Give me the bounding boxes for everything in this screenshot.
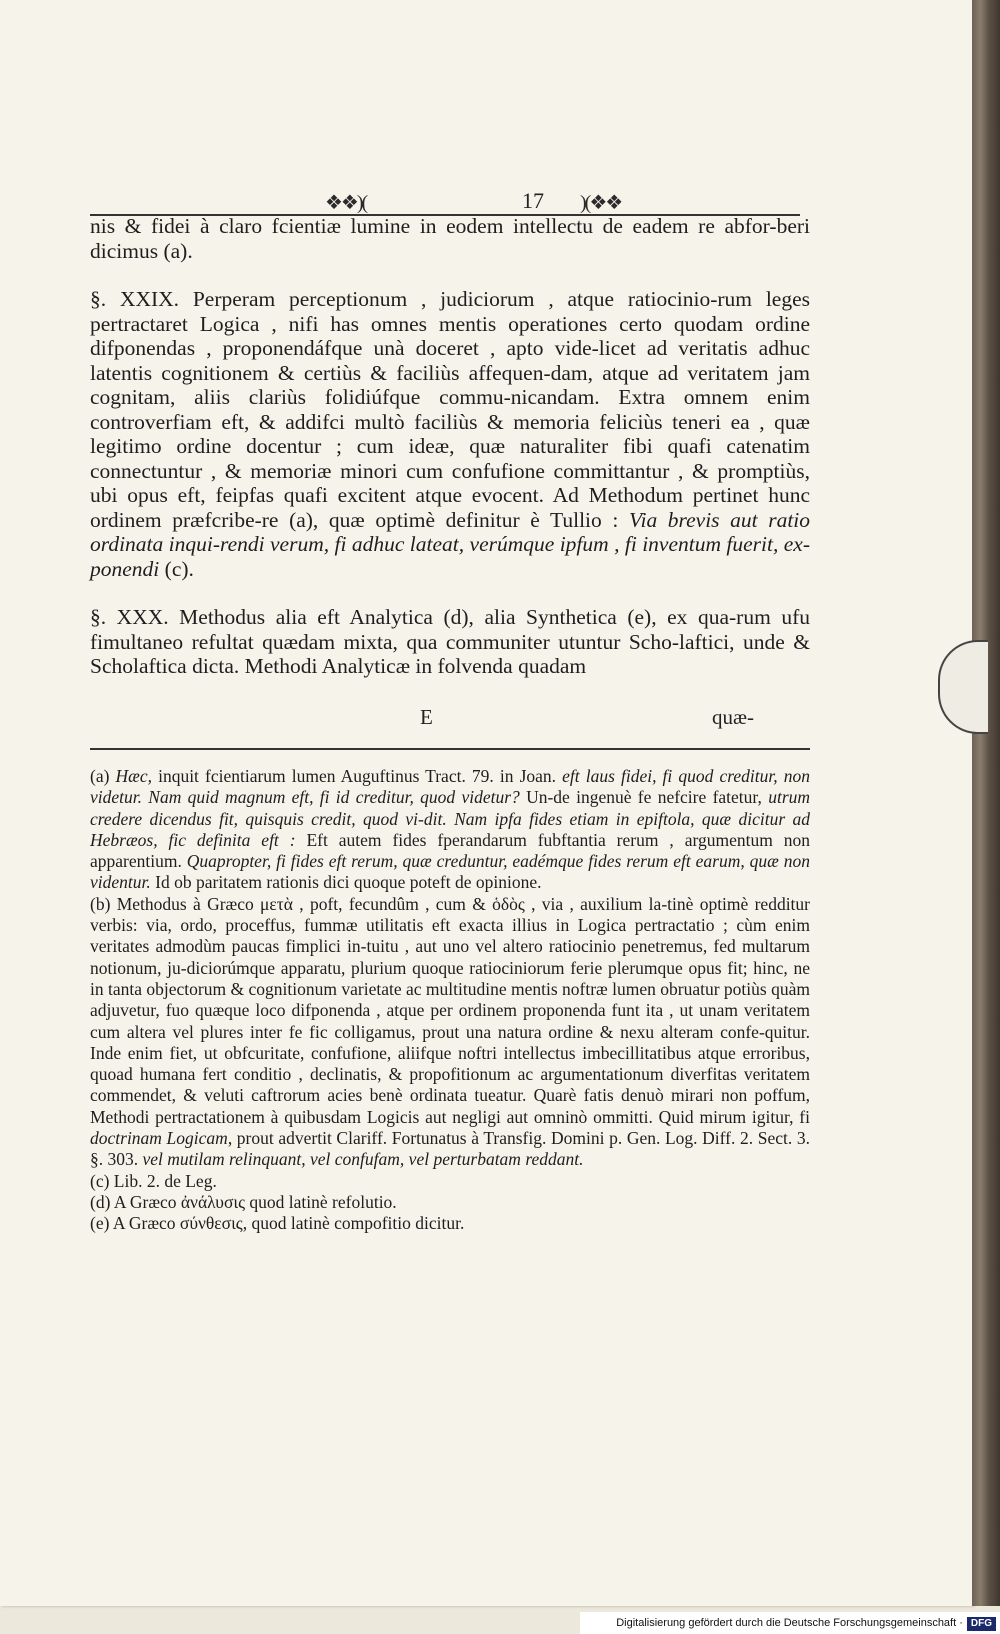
footnote-b-text: (b) Methodus à Græco μετὰ , poft, fecundûm , cum & ὁδὸς , via , auxilium la-tinè optimè redditur verbis: via, ordo, proceffus, fummæ utilitatis eft exacta illius in Logica pertractatio ; cùm enim veritates admodùm paucas fimplici in-tuitu , aut uno vel altero ratiocinio penetremus, fed multarum notionum, ju-diciorúmque apparatu, plurium quoque ratiociniorum ferie plerumque opus fit; hinc, ne in tanta objectorum & cognitionum varietate ac multitudine mentis noftræ lumen obruatur potiùs quàm adjuvetur, fuo quæque loco difponenda , atque per ordinem proponenda funt ita , ut unam veritatem cum altera vel plures inter fe fic colligamus, prout una natura ordine & nexu alteram confe-quitur. Inde enim fiet, ut obfcuritate, confufione, aliifque noftri intellectus imbecillitatibus atque erroribus, quoad humana fert conditio , declinatis, & propofitionum ac argumentationum diverfitas veritatem commendet, & veluti caftrorum acies benè ordinata tueatur. Quarè fatis denuò mirari non poffum, Methodi pertractationem à quibusdam Logicis aut negligi aut omninò ommitti. Quid mirum igitur, fi xyxy=(90,893,810,1127)
section-xxix-text: §. XXIX. Perperam perceptionum , judiciorum , atque ratiocinio-rum leges pertractaret Logica , nifi has omnes mentis operationes certo quodam ordine difponendas , proponendáfque unà doceret , apto vide-licet ad veritatis adhuc latentis cognitionem & certiùs & faciliùs affequen-dam, atque ad veritatem jam cognitam, aliis clariùs folidiúfque commu-nicandam. Extra omnem enim controverfiam eft, & addifci multò faciliùs & memoria feliciùs teneri ea , quæ legitimo ordine docentur ; cum ideæ, quæ naturaliter fibi quafi catenatim connectuntur , & memoriæ minori cum confufione committantur , & promptiùs, ubi opus eft, feipfas quafi excitent atque evocent. Ad Methodum pertinet hunc ordinem præfcribe-re (a), quæ optimè definitur è Tullio : xyxy=(90,287,810,532)
footnote-a-text4: Id ob paritatem rationis dici quoque poteft de opinione. xyxy=(155,872,542,893)
paragraph-section-xxx: §. XXX. Methodus alia eft Analytica (d), alia Synthetica (e), ex qua-rum ufu fimultaneo refultat quædam mixta, qua communiter utuntur Scho-laftici, unde & Scholaftica dicta. Methodi Analyticæ in folvenda quadam xyxy=(90,605,810,678)
signature-mark: E xyxy=(420,705,433,729)
footnote-a-quote3: Quapropter, fi fides eft rerum, quæ creduntur, eadémque fides rerum eft earum, quæ non videntur. xyxy=(90,851,810,893)
tullio-quote: Via brevis aut ratio ordinata inqui-rendi verum, fi adhuc lateat, verúmque ipfum , fi inventum fuerit, ex-ponendi xyxy=(90,507,811,581)
footnote-a-quote2: utrum credere dicendus fit, quisquis credit, quod vi-dit. Nam ipfa fides etiam in epiftola, quæ dicitur ad Hebræos, fic definita eft : xyxy=(90,787,811,850)
footnote-a-source: inquit fcientiarum lumen Auguftinus Tract. 79. in Joan. xyxy=(158,766,557,786)
footnote-a-text3: Eft autem fides fperandarum fubftantia rerum , argumentum non apparentium. xyxy=(90,829,810,872)
paragraph-section-xxix xyxy=(90,287,810,581)
header-ornament-right: )(❖❖ xyxy=(580,192,622,214)
book-edge xyxy=(972,0,1000,1606)
paragraph-continuation: nis & fidei à claro fcientiæ lumine in eodem intellectu de eadem re abfor-beri dicimus (a). xyxy=(90,214,810,263)
footnote-a xyxy=(90,766,810,894)
footnote-rule xyxy=(90,748,810,750)
credit-text: Digitalisierung gefördert durch die Deutsche Forschungsgemeinschaft · xyxy=(616,1617,963,1629)
footnote-b-text2: , prout advertit Clariff. Fortunatus à Transfig. Domini p. Gen. Log. Diff. 2. Sect. 3. §. 303. xyxy=(90,1128,810,1170)
footnote-a-text2: Un-de ingenuè fe nefcire fatetur, xyxy=(526,787,762,808)
header-ornament-left: ❖❖)( xyxy=(325,192,367,214)
digitization-credit xyxy=(580,1612,1000,1634)
footnotes xyxy=(90,766,810,1235)
main-text xyxy=(90,214,810,679)
catchword: quæ- xyxy=(712,705,754,729)
footnote-d: (d) A Græco ἀνάλυσις quod latinè refolutio. xyxy=(90,1191,397,1212)
footnote-e: (e) A Græco σύνθεσις, quod latinè compofitio dicitur. xyxy=(90,1213,465,1234)
footnote-c: (c) Lib. 2. de Leg. xyxy=(90,1170,217,1191)
footnote-a-quote1: eft laus fidei, fi quod creditur, non videtur. Nam quid magnum eft, fi id creditur, quod videtur? xyxy=(90,766,810,808)
footnote-ref-c: (c). xyxy=(164,556,194,581)
footnote-b-italic2: vel mutilam relinquant, vel confufam, vel perturbatam reddant. xyxy=(142,1149,584,1170)
footnote-b xyxy=(90,894,810,1171)
page-number: 17 xyxy=(522,188,544,213)
footnote-b-italic1: doctrinam Logicam xyxy=(90,1128,228,1149)
footnote-a-haec: Hæc, xyxy=(115,766,152,786)
dfg-logo: DFG xyxy=(967,1617,996,1631)
footnote-a-mark: (a) xyxy=(90,766,110,786)
